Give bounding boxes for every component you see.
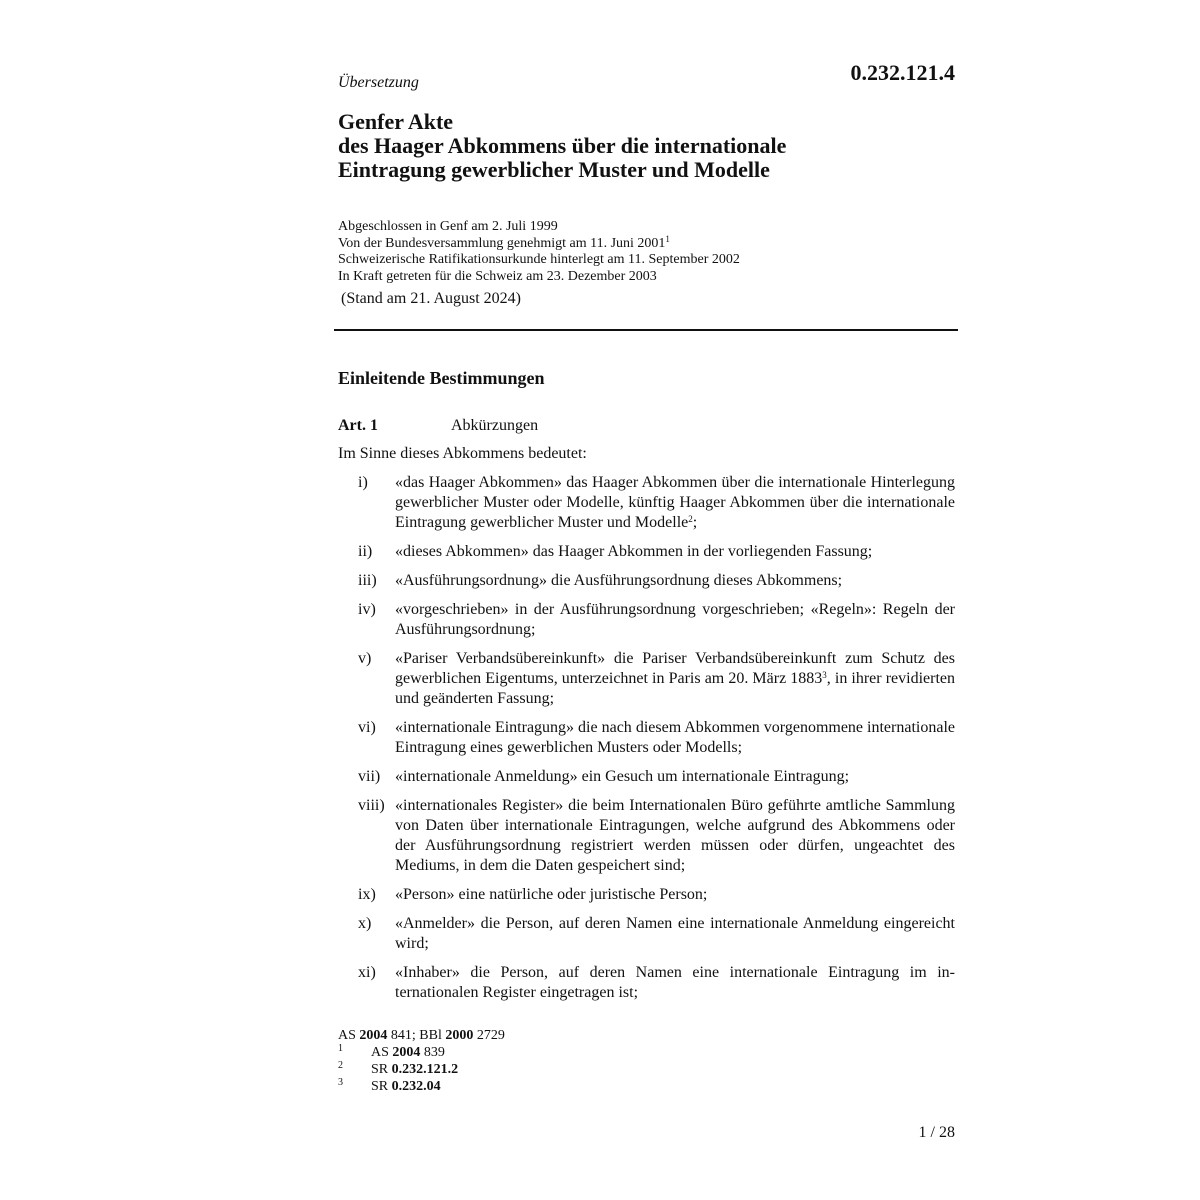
definition-number: xi) xyxy=(358,964,376,981)
definition-item xyxy=(338,571,955,591)
definition-text: «internationale Eintragung» die nach diesem Abkommen vorgenommene internationale Eintragung eines gewerblichen Musters oder Modells; xyxy=(395,719,955,756)
definition-number: vii) xyxy=(358,768,381,785)
meta-concluded: Abgeschlossen in Genf am 2. Juli 1999 xyxy=(338,219,558,234)
translation-label: Übersetzung xyxy=(338,74,419,91)
footnote-ref: 3 xyxy=(822,670,827,680)
definition-text: «Ausführungsordnung» die Ausführungsordnung dieses Abkommens; xyxy=(395,572,843,589)
title-line-2: des Haager Abkommens über die internationale xyxy=(338,133,787,158)
source-reference xyxy=(338,1027,505,1044)
section-heading: Einleitende Bestimmungen xyxy=(338,368,545,388)
footnote xyxy=(338,1078,505,1095)
definition-item xyxy=(338,649,955,709)
definition-text: «dieses Abkommen» das Haager Abkommen in der vorliegenden Fassung; xyxy=(395,543,873,560)
definition-item xyxy=(338,796,955,876)
page-number: 1 / 28 xyxy=(918,1124,955,1141)
meta-approved: Von der Bundesversammlung genehmigt am 11. Juni 2001 xyxy=(338,235,666,251)
definition-number: iii) xyxy=(358,572,377,589)
meta-ratification: Schweizerische Ratifikationsurkunde hinterlegt am 11. September 2002 xyxy=(338,252,740,267)
footnote-reference: 0.232.121.2 xyxy=(391,1062,459,1077)
definition-item xyxy=(338,473,955,533)
document-title xyxy=(338,110,786,182)
footnote-reference: 0.232.04 xyxy=(391,1079,441,1094)
definition-item xyxy=(338,718,955,758)
stand-date: (Stand am 21. August 2024) xyxy=(341,290,521,307)
definition-item xyxy=(338,963,955,1003)
header-divider xyxy=(334,329,958,331)
footnote-ref: 2 xyxy=(688,514,693,524)
definition-text: «Anmelder» die Person, auf deren Namen eine internationale Anmeldung eingereicht wird; xyxy=(395,915,955,952)
source-as-year: 2004 xyxy=(359,1028,388,1043)
definition-number: x) xyxy=(358,915,372,932)
definition-number: ix) xyxy=(358,886,376,903)
definition-number: v) xyxy=(358,650,372,667)
definition-item xyxy=(338,914,955,954)
footnote xyxy=(338,1061,505,1078)
definition-number: iv) xyxy=(358,601,376,618)
definition-number: viii) xyxy=(358,797,385,814)
definition-number: i) xyxy=(358,474,368,491)
document-metadata xyxy=(338,219,740,285)
meta-in-force: In Kraft getreten für die Schweiz am 23. Dezember 2003 xyxy=(338,268,657,284)
footnote-prefix: SR xyxy=(371,1062,392,1077)
article-intro: Im Sinne dieses Abkommens bedeutet: xyxy=(338,445,587,462)
footnote-prefix: AS xyxy=(371,1045,393,1060)
definition-number: vi) xyxy=(358,719,376,736)
footnote-prefix: SR xyxy=(371,1079,392,1094)
source-as: AS xyxy=(338,1028,360,1043)
definition-text: «vorgeschrieben» in der Ausführungsordnung vorgeschrieben; «Regeln»: Regeln der Ausführungsordnung; xyxy=(395,601,955,638)
footnote-number: 3 xyxy=(338,1077,343,1088)
sr-number: 0.232.121.4 xyxy=(850,60,955,85)
footnotes xyxy=(338,1027,505,1095)
source-bbl-year: 2000 xyxy=(445,1028,474,1043)
definition-item xyxy=(338,885,955,905)
definition-item xyxy=(338,542,955,562)
definition-text-after: , in ihrer revidierten und geänderten Fassung; xyxy=(395,670,955,707)
definition-item xyxy=(338,767,955,787)
definition-text: «das Haager Abkommen» das Haager Abkommen über die internationale Hinterlegung gewerblicher Muster oder Modelle, künftig Haager Abkommen über die internationale Eintragung gewerblicher Muster und Modelle xyxy=(395,474,955,531)
footnote-ref: 1 xyxy=(665,233,670,244)
article-title: Abkürzungen xyxy=(451,417,539,434)
footnote xyxy=(338,1044,505,1061)
title-line-3: Eintragung gewerblicher Muster und Modelle xyxy=(338,157,770,182)
title-line-1: Genfer Akte xyxy=(338,109,454,134)
definition-text: «Inhaber» die Person, auf deren Namen eine internationale Eintragung im internationalen Register eingetragen ist; xyxy=(395,964,955,1001)
definition-number: ii) xyxy=(358,543,373,560)
footnote-reference: 2004 xyxy=(392,1045,421,1060)
definition-text: «Person» eine natürliche oder juristische Person; xyxy=(395,886,708,903)
footnote-number: 2 xyxy=(338,1060,343,1071)
article-number: Art. 1 xyxy=(338,417,378,434)
definitions-list xyxy=(338,473,955,1012)
source-bbl-page: 2729 xyxy=(473,1028,505,1043)
meta-approved-line xyxy=(338,233,740,253)
definition-text: «internationale Anmeldung» ein Gesuch um internationale Eintragung; xyxy=(395,768,850,785)
footnote-suffix: 839 xyxy=(420,1045,445,1060)
footnote-number: 1 xyxy=(338,1043,343,1054)
definition-item xyxy=(338,600,955,640)
definition-text-after: ; xyxy=(692,514,698,531)
definition-text: «internationales Register» die beim Internationalen Büro geführte amtliche Sammlung von Daten über internationale Eintragungen, welche aufgrund des Abkommens oder der Ausführungsordnung registriert werden müssen oder dürfen, ungeachtet des Mediums, in dem die Daten gespeichert sind; xyxy=(395,797,955,874)
article-heading xyxy=(338,417,538,435)
definition-text: «Pariser Verbandsübereinkunft» die Pariser Verbandsübereinkunft zum Schutz des gewerblichen Eigentums, unterzeichnet in Paris am 20. März 1883 xyxy=(395,650,955,687)
source-as-page: 841; BBl xyxy=(387,1028,446,1043)
